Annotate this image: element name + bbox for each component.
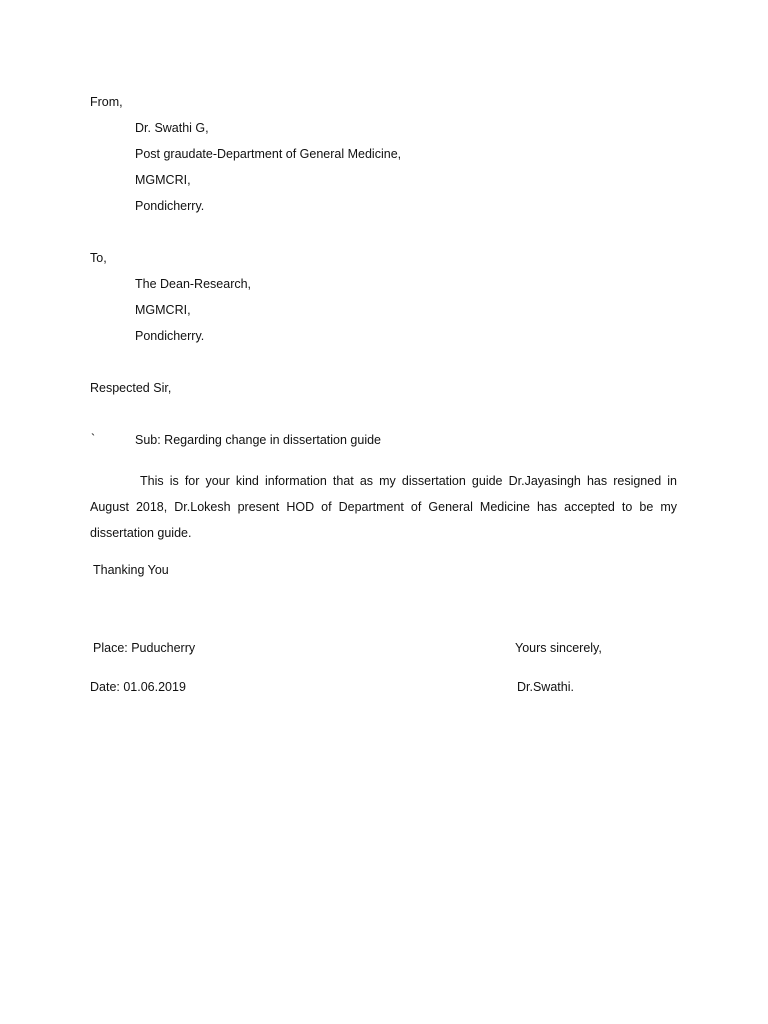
sender-name: Dr. Swathi G, bbox=[135, 121, 209, 135]
recipient-institution: MGMCRI, bbox=[135, 303, 191, 317]
sender-city: Pondicherry. bbox=[135, 199, 205, 213]
date: Date: 01.06.2019 bbox=[90, 680, 186, 694]
valediction: Yours sincerely, bbox=[515, 641, 602, 655]
stray-mark: ` bbox=[91, 432, 96, 446]
recipient-city: Pondicherry. bbox=[135, 329, 205, 343]
sender-designation: Post graudate-Department of General Medicine, bbox=[135, 147, 402, 161]
body-paragraph: This is for your kind information that as my dissertation guide Dr.Jayasingh has resigned in August 2018, Dr.Lokesh present HOD of Department of General Medicine has accepted to be my dissertation guide. bbox=[90, 474, 677, 540]
recipient-title: The Dean-Research, bbox=[135, 277, 252, 291]
signature: Dr.Swathi. bbox=[517, 680, 574, 694]
closing: Thanking You bbox=[93, 563, 169, 577]
from-heading: From, bbox=[90, 95, 123, 109]
subject-line: Sub: Regarding change in dissertation guide bbox=[135, 433, 382, 447]
place: Place: Puducherry bbox=[93, 641, 196, 655]
salutation: Respected Sir, bbox=[90, 381, 172, 395]
sender-institution: MGMCRI, bbox=[135, 173, 191, 187]
to-heading: To, bbox=[90, 251, 107, 265]
